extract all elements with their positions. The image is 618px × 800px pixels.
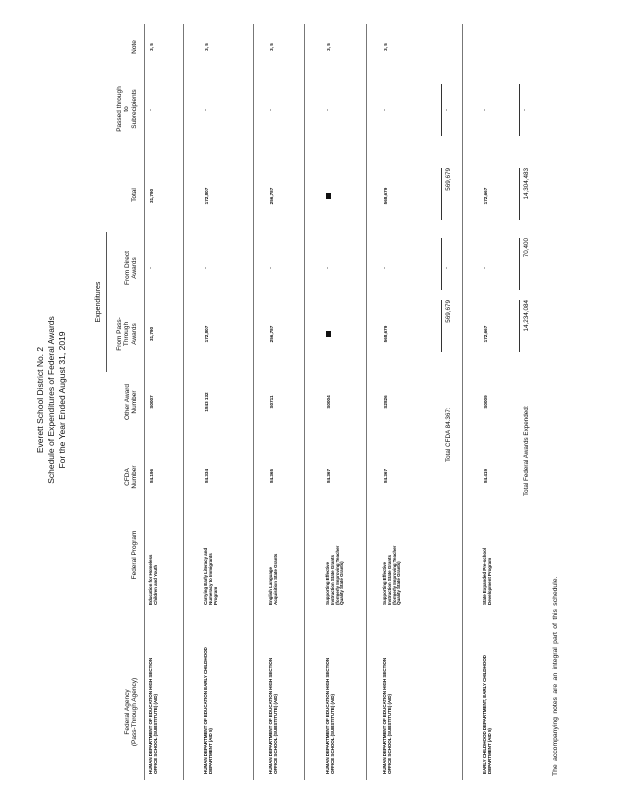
row4-program: Supporting Effective Instruction State Grants (formerly Improving Teacher Quality State Grants) xyxy=(325,545,345,605)
subtotal-rule xyxy=(441,168,442,220)
row1-subrecipients: - xyxy=(148,109,154,111)
row4-note: 3, 5 xyxy=(326,43,331,51)
row2-total: 172,807 xyxy=(204,187,209,205)
row3-note: 3, 5 xyxy=(269,43,274,51)
row2-note: 3, 5 xyxy=(204,43,209,51)
row5-other: S2826 xyxy=(383,395,388,409)
grand-total-direct: 70,400 xyxy=(523,238,530,258)
row1-program: Education for Homeless Children and Youth xyxy=(148,554,158,605)
header-note: Note xyxy=(131,40,138,54)
header-other-award: Other Award Number xyxy=(124,384,139,421)
total-rule xyxy=(519,84,520,136)
row2-other: 1843 132 xyxy=(204,392,209,412)
footnote: The accompanying notes are an integral part of this schedule. xyxy=(552,576,559,776)
schedule-page xyxy=(28,20,568,780)
district-title: Everett School District No. 2 xyxy=(35,346,45,454)
header-agency: Federal Agency (Pass-Through Agency) xyxy=(124,677,139,747)
row-divider xyxy=(304,24,305,780)
subtotal-pass: 569,679 xyxy=(445,300,452,323)
row-divider xyxy=(253,24,254,780)
row4-direct: - xyxy=(325,267,331,269)
row3-total: 256,787 xyxy=(269,187,274,205)
subtotal-rule xyxy=(441,238,442,290)
grand-total-subrecipients: - xyxy=(522,109,528,111)
row3-direct: - xyxy=(268,267,274,269)
row5-program: Supporting Effective Instruction State Grants (formerly Improving Teacher Quality State Grants) xyxy=(382,545,402,605)
row-divider xyxy=(183,24,184,780)
subtotal-subrecipients: - xyxy=(444,109,450,111)
row6-other: S0009 xyxy=(483,395,488,409)
row1-note: 3, 5 xyxy=(149,43,154,51)
row5-total: 568,679 xyxy=(383,187,388,205)
row5-agency: HUMAN DEPARTMENT OF EDUCATION HIGH SECTION OFFICE SCHOOL (SUBSTITUTE) (AID) xyxy=(382,657,392,774)
row4-pass-redacted xyxy=(326,331,331,337)
row3-cfda: 84.365 xyxy=(269,468,274,484)
row4-total-redacted xyxy=(326,193,331,199)
row1-other: S0007 xyxy=(149,395,154,409)
header-program: Federal Program xyxy=(131,530,138,580)
row6-program: State Expanded Pre-school Development Program xyxy=(482,548,492,605)
row6-pass: 172,667 xyxy=(483,325,488,343)
expenditures-rule xyxy=(106,232,107,372)
row3-subrecipients: - xyxy=(268,109,274,111)
expenditures-header: Expenditures xyxy=(95,281,102,323)
row6-agency: EARLY CHILDHOOD DEPARTMENT, EARLY CHILDHOOD DEPARTMENT (AID 5) xyxy=(482,655,492,774)
row6-subrecipients: - xyxy=(482,109,488,111)
row1-total: 31,790 xyxy=(149,188,154,204)
row2-program: Carrying Early Literacy and Numeracy to Immigrants Program xyxy=(203,547,218,605)
row1-cfda: 84.196 xyxy=(149,468,154,484)
row5-note: 3, 5 xyxy=(383,43,388,51)
row3-agency: HUMAN DEPARTMENT OF EDUCATION HIGH SECTION OFFICE SCHOOL (SUBSTITUTE) (AID) xyxy=(268,657,278,774)
row2-subrecipients: - xyxy=(203,109,209,111)
period-title: For the Year Ended August 31, 2019 xyxy=(57,331,67,469)
header-total: Total xyxy=(131,188,138,202)
subtotal-rule xyxy=(441,84,442,136)
subtotal-total: 569,679 xyxy=(445,168,452,191)
row6-direct: - xyxy=(482,267,488,269)
grand-total-pass: 14,234,084 xyxy=(523,300,530,332)
header-subrecipients: Passed through to Subrecipients xyxy=(116,86,138,132)
row3-pass: 256,787 xyxy=(269,325,274,343)
row4-other: S0004 xyxy=(326,395,331,409)
subtotal-direct: - xyxy=(444,267,450,269)
row3-program: English Language Acquisition State Grants xyxy=(268,553,278,605)
row2-pass: 172,807 xyxy=(204,325,209,343)
header-pass-through: From Pass- Through Awards xyxy=(116,317,138,351)
subtotal-rule xyxy=(441,300,442,352)
row5-cfda: 84.367 xyxy=(383,468,388,484)
row2-cfda: 84.334 xyxy=(204,468,209,484)
total-rule xyxy=(519,238,520,290)
row4-cfda: 84.367 xyxy=(326,468,331,484)
row5-direct: - xyxy=(382,267,388,269)
header-cfda: CFDA Number xyxy=(124,465,139,489)
row1-agency: HUMAN DEPARTMENT OF EDUCATION HIGH SECTION OFFICE SCHOOL (SUBSTITUTE) (AID) xyxy=(148,657,158,774)
total-rule xyxy=(519,300,520,352)
row-divider xyxy=(462,24,463,780)
row5-subrecipients: - xyxy=(382,109,388,111)
header-rule xyxy=(144,24,145,780)
row2-direct: - xyxy=(203,267,209,269)
subtotal-label: Total CFDA 84.367: xyxy=(445,407,452,462)
grand-total-label: Total Federal Awards Expended: xyxy=(523,405,530,496)
row2-agency: HUMAN DEPARTMENT OF EDUCATION EARLY CHILDHOOD DEPARTMENT (AID 5) xyxy=(203,647,213,774)
row1-direct: - xyxy=(148,267,154,269)
row-divider xyxy=(366,24,367,780)
row3-other: S0711 xyxy=(269,395,274,409)
row6-total: 172,667 xyxy=(483,187,488,205)
row4-subrecipients: - xyxy=(325,109,331,111)
grand-total-total: 14,304,483 xyxy=(523,168,530,200)
total-rule xyxy=(519,168,520,220)
header-direct: From Direct Awards xyxy=(124,251,139,285)
row1-pass: 31,790 xyxy=(149,326,154,342)
schedule-title: Schedule of Expenditures of Federal Awards xyxy=(46,316,56,484)
row6-cfda: 84.419 xyxy=(483,468,488,484)
row4-agency: HUMAN DEPARTMENT OF EDUCATION HIGH SECTION OFFICE SCHOOL (SUBSTITUTE) (AID) xyxy=(325,657,335,774)
row5-pass: 568,679 xyxy=(383,325,388,343)
